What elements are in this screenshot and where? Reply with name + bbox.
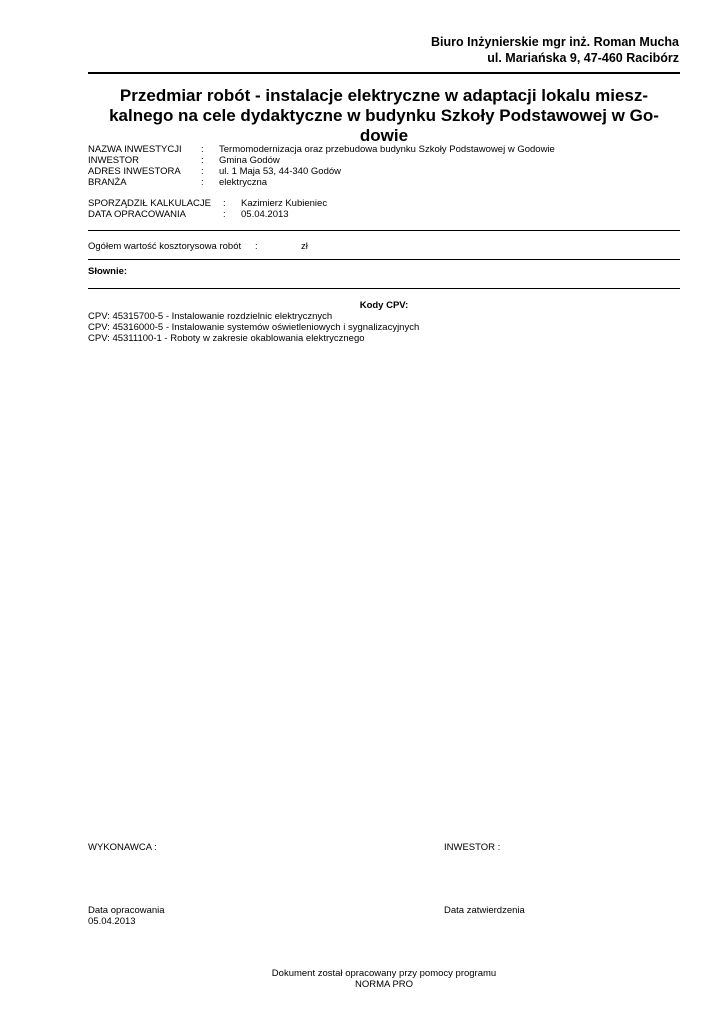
investor-label [444, 842, 500, 853]
investor-text: INWESTOR : [444, 842, 501, 853]
cpv-text: CPV: 45316000-5 - Instalowanie systemów oświetleniowych i sygnalizacyjnych [88, 322, 420, 333]
company-header [431, 34, 679, 66]
cpv-text: CPV: 45311100-1 - Roboty w zakresie okablowania elektrycznego [88, 333, 365, 344]
divider [88, 230, 680, 231]
info-colon: : [201, 155, 204, 166]
total-currency: zł [301, 241, 308, 252]
info-value: Termomodernizacja oraz przebudowa budynku Szkoły Podstawowej w Godowie [219, 144, 555, 155]
total-label: Ogółem wartość kosztorysowa robót [88, 241, 242, 252]
info-colon: : [201, 177, 204, 188]
footer-line: Dokument został opracowany przy pomocy programu [271, 968, 497, 979]
contractor-text: WYKONAWCA : [88, 842, 157, 853]
info-value: elektryczna [219, 177, 268, 188]
date-approved-text: Data zatwierdzenia [444, 905, 525, 916]
company-name: Biuro Inżynierskie mgr inż. Roman Mucha [431, 35, 679, 49]
divider [88, 72, 680, 74]
company-address: ul. Mariańska 9, 47-460 Racibórz [487, 51, 679, 65]
contractor-label [88, 842, 157, 853]
date-prepared-label [88, 905, 165, 916]
divider [88, 259, 680, 260]
footer-line: NORMA PRO [354, 979, 414, 990]
prep-colon: : [223, 198, 226, 209]
info-value: Gmina Godów [219, 155, 280, 166]
info-value: ul. 1 Maja 53, 44-340 Godów [219, 166, 341, 177]
prep-value: Kazimierz Kubieniec [241, 198, 328, 209]
info-label: NAZWA INWESTYCJI [88, 144, 182, 155]
total-colon: : [255, 241, 258, 252]
cpv-heading: Kody CPV: [359, 300, 409, 311]
date-prepared-date: 05.04.2013 [88, 916, 136, 927]
prep-label: SPORZĄDZIŁ KALKULACJE [88, 198, 212, 209]
info-colon: : [201, 166, 204, 177]
title-line: dowie [359, 126, 409, 145]
prep-colon: : [223, 209, 226, 220]
words-label: Słownie: [88, 266, 128, 277]
divider [88, 288, 680, 289]
prep-value: 05.04.2013 [241, 209, 289, 220]
prep-label: DATA OPRACOWANIA [88, 209, 187, 220]
date-approved-label [444, 905, 525, 916]
info-label: BRANŻA [88, 177, 127, 188]
info-colon: : [201, 144, 204, 155]
title-line: Przedmiar robót - instalacje elektryczne w adaptacji lokalu miesz- [119, 86, 649, 105]
cpv-item [88, 311, 332, 322]
cpv-item [88, 333, 365, 344]
footer [0, 968, 724, 990]
cpv-item [88, 322, 419, 333]
cpv-text: CPV: 45315700-5 - Instalowanie rozdzielnic elektrycznych [88, 311, 333, 322]
info-label: INWESTOR [88, 155, 140, 166]
date-prepared-value [88, 916, 136, 927]
title-line: kalnego na cele dydaktyczne w budynku Szkoły Podstawowej w Go- [109, 106, 659, 125]
info-label: ADRES INWESTORA [88, 166, 181, 177]
date-prepared-text: Data opracowania [88, 905, 165, 916]
page-title [88, 86, 680, 146]
